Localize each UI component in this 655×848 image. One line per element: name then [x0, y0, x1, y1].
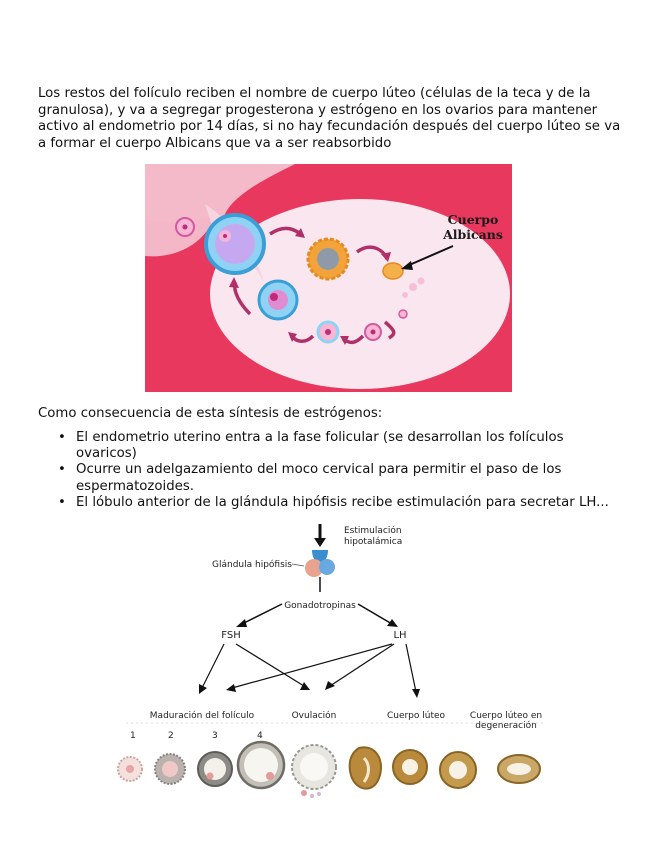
- fsh-label: FSH: [221, 630, 241, 641]
- follicle-stage-2: [155, 754, 185, 784]
- stage-number: 3: [212, 731, 218, 741]
- stage-number: 1: [130, 731, 136, 741]
- stage-maturation: Maduración del folículo: [149, 711, 255, 721]
- gonadotropins-label: Gonadotropinas: [284, 601, 356, 611]
- bullet-item: • El endometrio uterino entra a la fase folicular (se desarrollan los folículos ovaricos): [56, 430, 626, 462]
- stage-corpus-luteum: Cuerpo lúteo: [386, 711, 446, 721]
- hormone-diagram-svg: [114, 520, 550, 802]
- corpus-luteum-3: [440, 752, 476, 788]
- ovulation-follicle: [292, 745, 336, 798]
- hormone-diagram: [114, 520, 550, 802]
- label-cuerpo: Cuerpo: [447, 212, 499, 227]
- corpus-albicans: [383, 263, 403, 279]
- stage-number: 2: [168, 731, 174, 741]
- lh-label: LH: [393, 630, 407, 641]
- intro-text: Como consecuencia de esta síntesis de estrógenos:: [38, 406, 383, 421]
- bullet-list: [56, 430, 626, 511]
- gland-label: Glándula hipófisis: [212, 560, 292, 570]
- stage-ovulation: Ovulación: [291, 711, 337, 721]
- fsh-arrows: [202, 644, 304, 688]
- follicle-stage-4: [238, 742, 284, 788]
- stage-degeneration-2: degeneración: [475, 721, 537, 731]
- degenerating-corpus-luteum: [498, 755, 540, 783]
- follicle-stage-3: [198, 752, 232, 786]
- stimulation-label-1: Estimulación: [344, 526, 402, 536]
- stage-degeneration-1: Cuerpo lúteo en: [469, 711, 543, 721]
- ovary-svg: [145, 164, 512, 392]
- bullet-item: • El lóbulo anterior de la glándula hipófisis recibe estimulación para secretar LH...: [56, 495, 626, 511]
- follicle-stage-1: [118, 757, 142, 781]
- corpus-luteum-1: [350, 747, 381, 788]
- corpus-luteum-2: [393, 750, 427, 784]
- label-albicans: Albicans: [443, 227, 503, 242]
- lh-arrows: [232, 644, 416, 692]
- stimulation-label-2: hipotalámica: [344, 537, 403, 547]
- paragraph-corpus-luteum: Los restos del folículo reciben el nombre de cuerpo lúteo (células de la teca y de la granulosa), y va a segregar progesterona y estrógeno en los ovarios para mantener activo al endometrio por 14 días, si no hay fecundación después del cuerpo lúteo se va a formar el cuerpo Albicans que va a ser reabsorbido: [38, 86, 621, 151]
- stage-number: 4: [257, 731, 263, 741]
- bullet-item: • Ocurre un adelgazamiento del moco cervical para permitir el paso de los espermatozoides.: [56, 462, 626, 494]
- small-follicle-3: [399, 310, 407, 318]
- ovarian-cycle-illustration: [145, 164, 512, 392]
- posterior-pituitary: [319, 559, 335, 575]
